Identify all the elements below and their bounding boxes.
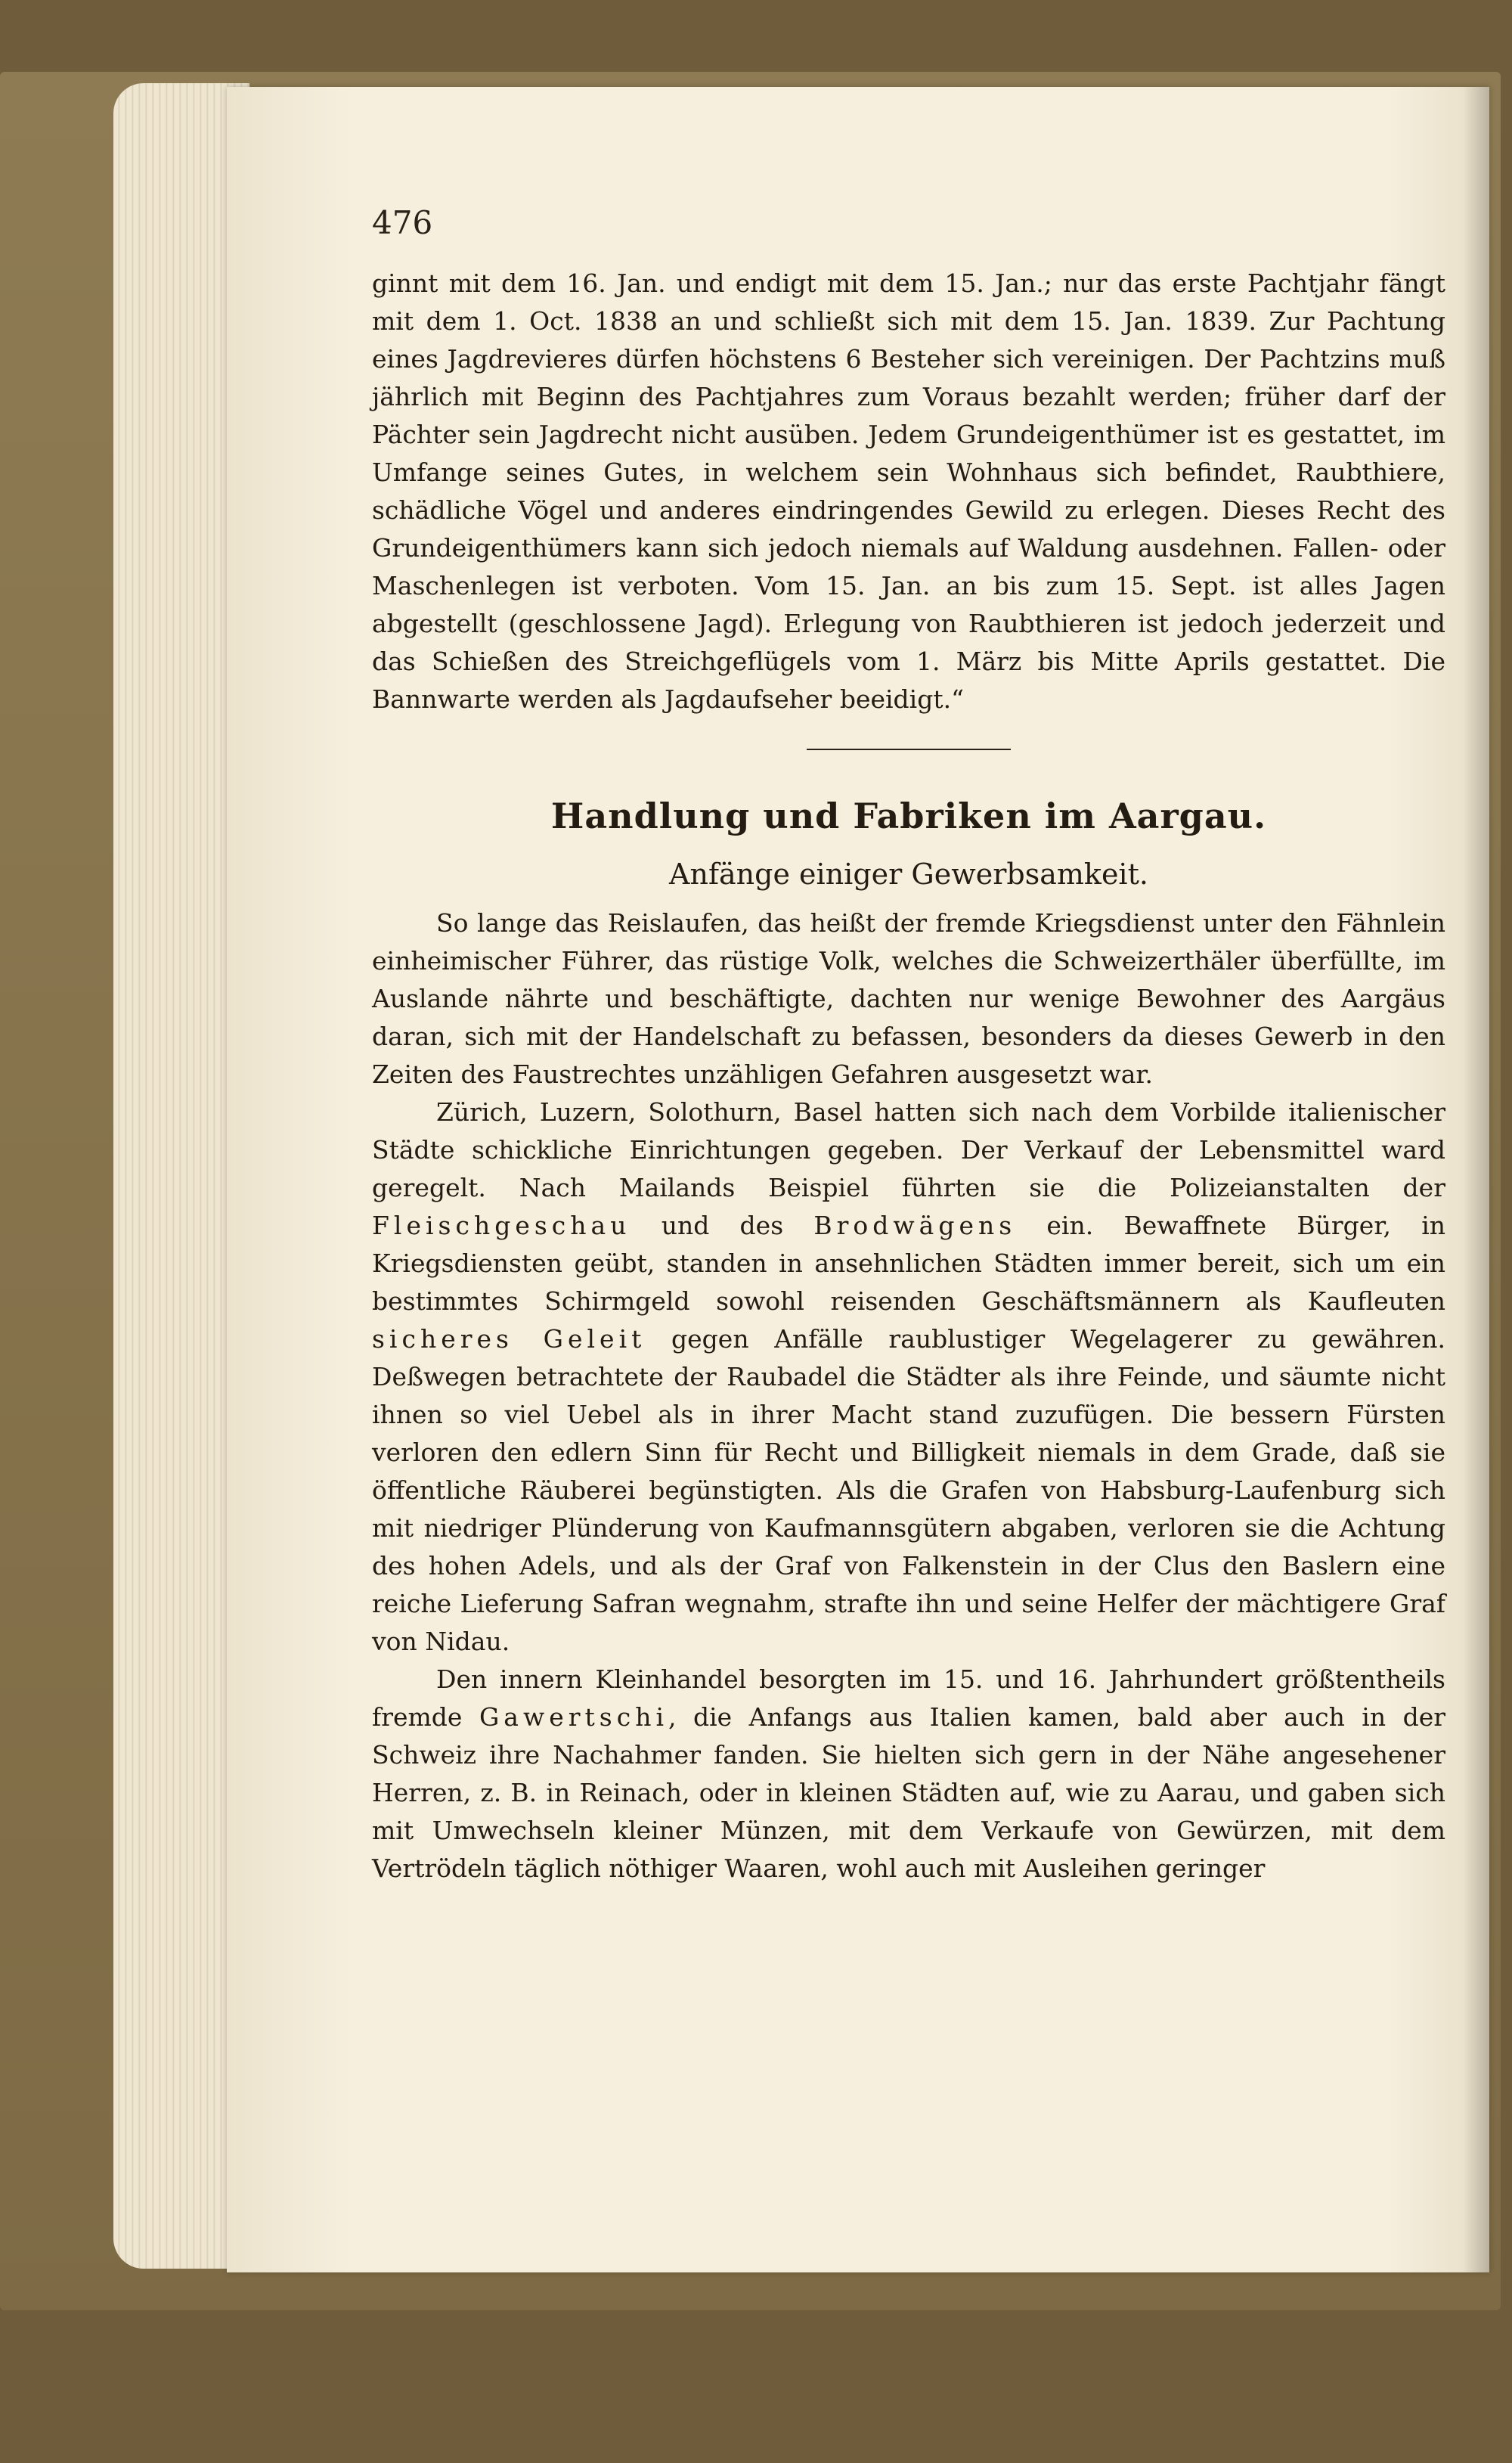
text-run: Den innern Kleinhandel besorgten im 15. und 16. Jahrhundert größtentheils fremde (372, 1664, 1445, 1732)
paragraph-cities (372, 1093, 1445, 1661)
section-divider (807, 749, 1011, 750)
text-run: Zürich, Luzern, Solothurn, Basel hatten sich nach dem Vorbilde italienischer Städte schickliche Einrichtungen gegeben. Der Verkauf der Lebensmittel ward geregelt. Nach Mailands Beispiel führten sie die Polizeianstalten der (372, 1097, 1445, 1202)
emphasis-gawertschi: Gawertschi (479, 1702, 669, 1732)
paragraph-hunting-regulations: ginnt mit dem 16. Jan. und endigt mit dem 15. Jan.; nur das erste Pachtjahr fängt mit dem 1. Oct. 1838 an und schließt sich mit dem 15. Jan. 1839. Zur Pachtung eines Jagdrevieres dürfen höchstens 6 Besteher sich vereinigen. Der Pachtzins muß jährlich mit Beginn des Pachtjahres zum Voraus bezahlt werden; früher darf der Pächter sein Jagdrecht nicht ausüben. Jedem Grundeigenthümer ist es gestattet, im Umfange seines Gutes, in welchem sein Wohnhaus sich befindet, Raubthiere, schädliche Vögel und anderes eindringendes Gewild zu erlegen. Dieses Recht des Grundeigenthümers kann sich jedoch niemals auf Waldung ausdehnen. Fallen- oder Maschenlegen ist verboten. Vom 15. Jan. an bis zum 15. Sept. ist alles Jagen abgestellt (geschlossene Jagd). Erlegung von Raubthieren ist jedoch jederzeit und das Schießen des Streichgeflügels vom 1. März bis Mitte Aprils gestattet. Die Bannwarte werden als Jagdaufseher beeidigt.“ (372, 268, 1445, 714)
section-subheading: Anfänge einiger Gewerbsamkeit. (669, 858, 1148, 891)
emphasis-fleischgeschau: Fleischgeschau (372, 1211, 631, 1240)
text-run: und des (661, 1211, 784, 1240)
emphasis-brodwaegens: Brodwägens (813, 1211, 1017, 1240)
text-run: gegen Anfälle raublustiger Wegelagerer zu gewähren. Deßwegen betrachtete der Raubadel die Städter als ihre Feinde, und säumte nicht ihnen so viel Uebel als in ihrer Macht stand zuzufügen. Die bessern Fürsten verloren den edlern Sinn für Recht und Billigkeit niemals in dem Grade, daß sie öffentliche Räuberei begünstigten. Als die Grafen von Habsburg-Laufenburg sich mit niedriger Plünderung von Kaufmannsgütern abgaben, verloren sie die Achtung des hohen Adels, und als der Graf von Falkenstein in der Clus den Baslern eine reiche Lieferung Safran wegnahm, strafte ihn und seine Helfer der mächtigere Graf von Nidau. (372, 1324, 1445, 1656)
book-page (227, 87, 1489, 2272)
page-number: 476 (372, 204, 433, 241)
text-run: ein. Bewaffnete Bürger, in Kriegsdiensten geübt, standen in ansehnlichen Städten immer bereit, sich um ein bestimmtes Schirmgeld sowohl reisenden Geschäftsmännern als Kaufleuten (372, 1211, 1445, 1316)
paragraph-kleinhandel (372, 1661, 1445, 1888)
page-body (372, 265, 1445, 1888)
text-run: , die Anfangs aus Italien kamen, bald aber auch in der Schweiz ihre Nachahmer fanden. Sie hielten sich gern in der Nähe angesehener Herren, z. B. in Reinach, oder in kleinen Städten auf, wie zu Aarau, und gaben sich mit Umwechseln kleiner Münzen, mit dem Verkaufe von Gewürzen, mit dem Vertrödeln täglich nöthiger Waaren, wohl auch mit Ausleihen geringer (372, 1702, 1445, 1883)
section-heading: Handlung und Fabriken im Aargau. (550, 796, 1267, 836)
page-gutter-shadow (1463, 87, 1489, 2272)
emphasis-sicheres-geleit: sicheres Geleit (372, 1324, 646, 1354)
paragraph-reislaufen: So lange das Reislaufen, das heißt der fremde Kriegsdienst unter den Fähnlein einheimischer Führer, das rüstige Volk, welches die Schweizerthäler überfüllte, im Auslande nährte und beschäftigte, dachten nur wenige Bewohner des Aargäus daran, sich mit der Handelschaft zu befassen, besonders da dieses Gewerb in den Zeiten des Faustrechtes unzähligen Gefahren ausgesetzt war. (372, 908, 1445, 1089)
